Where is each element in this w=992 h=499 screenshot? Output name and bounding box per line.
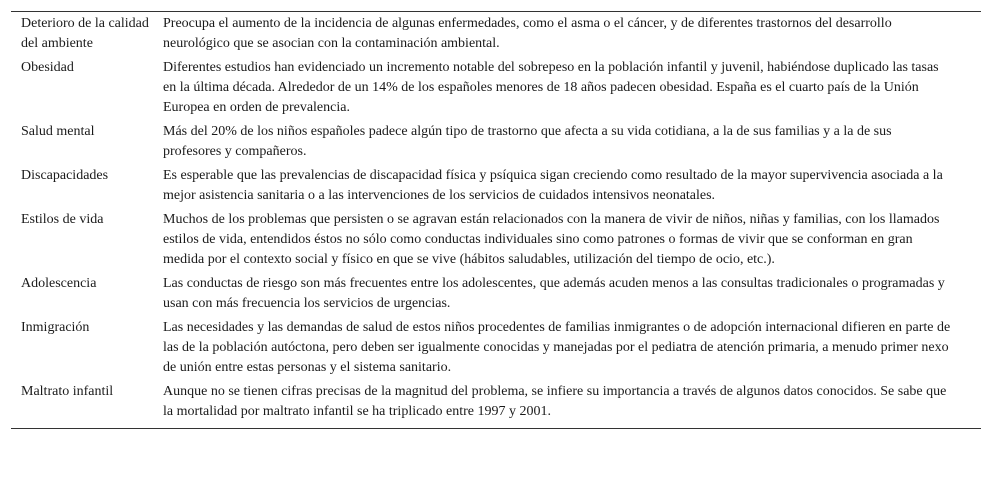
table-row [11,274,981,318]
row-topic: Salud mental [21,124,95,139]
row-topic: Adolescencia [21,276,97,291]
table-row [11,318,981,382]
row-topic: Discapacidades [21,168,109,183]
row-description: Diferentes estudios han evidenciado un incremento notable del sobrepeso en la población infantil y juvenil, habiéndose duplicado las tasas en la última década. Alrededor de un 14% de los españoles menores de 18 años padecen obesidad. España es el cuarto país de la Unión Europea en orden de prevalencia. [163,60,939,115]
health-issues-table [11,11,981,429]
row-topic: Obesidad [21,60,74,75]
table-row [11,58,981,122]
row-topic: Deterioro de la calidad del ambiente [21,16,149,51]
row-topic: Inmigración [21,320,90,335]
row-description: Es esperable que las prevalencias de discapacidad física y psíquica sigan creciendo como resultado de la mayor supervivencia asociada a la mejor asistencia sanitaria o a las intervenciones de los servicios de cuidados intensivos neonatales. [163,168,943,203]
table-row [11,382,981,429]
row-description: Las necesidades y las demandas de salud de estos niños procedentes de familias inmigrantes o de adopción internacional difieren en parte de las de la población autóctona, pero deben ser igualmente conocidas y manejadas por el pediatra de atención primaria, a menudo primer nexo de unión entre estas personas y el sistema sanitario. [163,320,951,375]
row-topic: Maltrato infantil [21,384,114,399]
row-description: Más del 20% de los niños españoles padece algún tipo de trastorno que afecta a su vida cotidiana, a la de sus familias y a la de sus profesores y compañeros. [163,124,892,159]
row-description: Las conductas de riesgo son más frecuentes entre los adolescentes, que además acuden menos a las consultas tradicionales o programadas y usan con más frecuencia los servicios de urgencias. [163,276,945,311]
table-row [11,122,981,166]
row-description: Muchos de los problemas que persisten o se agravan están relacionados con la manera de vivir de niños, niñas y familias, con los llamados estilos de vida, entendidos éstos no sólo como conductas individuales sino como patrones o formas de vivir que se conforman en gran medida por el contexto social y físico en que se vive (hábitos saludables, utilización del tiempo de ocio, etc.). [163,212,940,267]
row-topic: Estilos de vida [21,212,104,227]
table-row [11,166,981,210]
table-row [11,12,981,59]
row-description: Aunque no se tienen cifras precisas de la magnitud del problema, se infiere su importancia a través de algunos datos conocidos. Se sabe que la mortalidad por maltrato infantil se ha triplicado entre 1997 y 2001. [163,384,947,419]
row-description: Preocupa el aumento de la incidencia de algunas enfermedades, como el asma o el cáncer, y de diferentes trastornos del desarrollo neurológico que se asocian con la contaminación ambiental. [163,16,892,51]
table-row [11,210,981,274]
